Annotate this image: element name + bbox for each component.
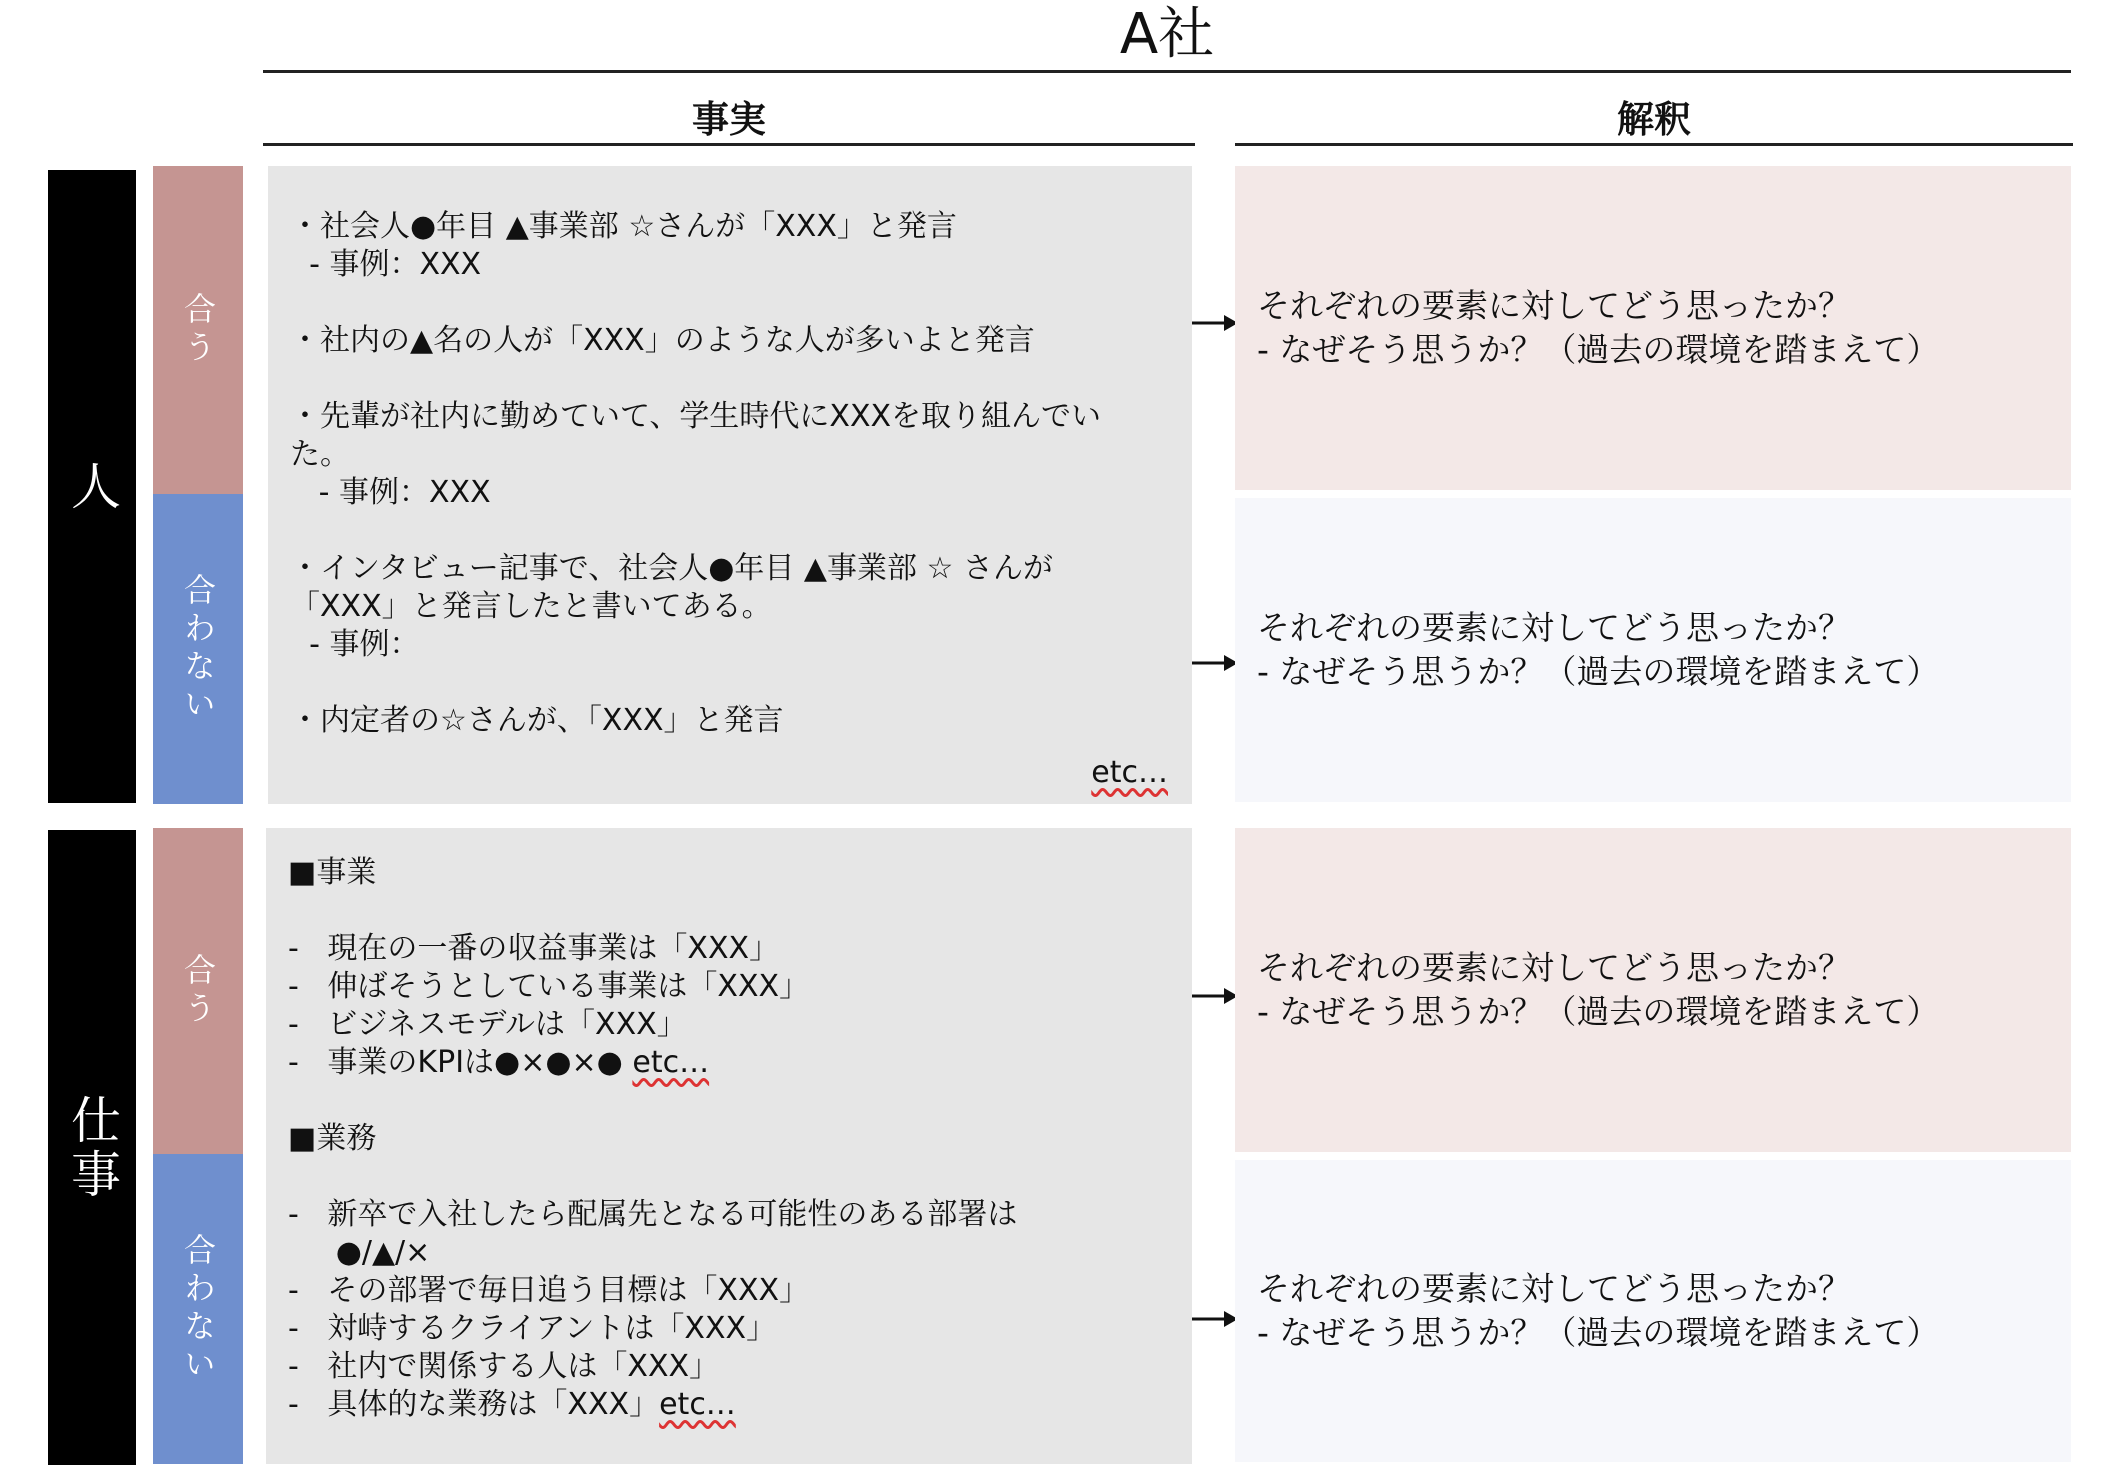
interp-question: それぞれの要素に対してどう思ったか？ bbox=[1257, 948, 1851, 987]
interp-question: それぞれの要素に対してどう思ったか？ bbox=[1257, 286, 1851, 325]
interp-why: - なぜそう思うか？（過去の環境を踏まえて） bbox=[1257, 992, 1940, 1031]
interpretation-header-rule bbox=[1235, 143, 2073, 146]
fact-line: - 事例：XXX bbox=[290, 247, 482, 282]
fact-line bbox=[290, 664, 1172, 702]
arrow-right-icon bbox=[1192, 312, 1238, 334]
work-fit-interpretation bbox=[1235, 828, 2071, 1152]
fact-line bbox=[288, 1082, 1172, 1120]
fact-line: - 具体的な業務は「XXX」etc… bbox=[288, 1387, 736, 1422]
person-misfit-label: 合わない bbox=[153, 494, 243, 804]
category-person-label: 人 bbox=[63, 459, 121, 514]
inline-etc: etc… bbox=[659, 1387, 736, 1422]
fact-line bbox=[290, 360, 1172, 398]
facts-column-header: 事実 bbox=[692, 98, 766, 141]
category-work bbox=[48, 830, 136, 1465]
fact-line bbox=[290, 284, 1172, 322]
arrow-right-icon bbox=[1192, 652, 1238, 674]
fact-line: た。 bbox=[290, 437, 350, 472]
facts-header-rule bbox=[263, 143, 1195, 146]
fact-line: ・内定者の☆さんが、「XXX」と発言 bbox=[290, 703, 784, 738]
page-title: A社 bbox=[1119, 2, 1215, 67]
fact-line: - 事業のKPIは●×●×● etc… bbox=[288, 1045, 710, 1080]
fact-line bbox=[288, 1158, 1172, 1196]
fact-line: ■業務 bbox=[288, 1121, 377, 1156]
fact-line bbox=[290, 512, 1172, 550]
arrow-right-icon bbox=[1192, 1308, 1238, 1330]
person-facts-etc: etc… bbox=[1091, 755, 1168, 790]
interp-why: - なぜそう思うか？（過去の環境を踏まえて） bbox=[1257, 1313, 1940, 1352]
person-misfit-interpretation bbox=[1235, 498, 2071, 802]
fact-line: ・インタビュー記事で、社会人●年目 ▲事業部 ☆ さんが bbox=[290, 551, 1053, 586]
work-misfit-interpretation bbox=[1235, 1160, 2071, 1462]
inline-etc: etc… bbox=[632, 1045, 710, 1080]
interp-why: - なぜそう思うか？（過去の環境を踏まえて） bbox=[1257, 330, 1940, 369]
fact-line: - 事例： bbox=[290, 627, 420, 662]
fact-line bbox=[288, 892, 1172, 930]
fact-line: ・社会人●年目 ▲事業部 ☆さんが「XXX」と発言 bbox=[290, 209, 957, 244]
work-misfit-label: 合わない bbox=[153, 1154, 243, 1464]
interp-why: - なぜそう思うか？（過去の環境を踏まえて） bbox=[1257, 652, 1940, 691]
fact-line: - 社内で関係する人は「XXX」 bbox=[288, 1349, 720, 1384]
fact-line: - 伸ばそうとしている事業は「XXX」 bbox=[288, 969, 810, 1004]
fact-line: ・社内の▲名の人が「XXX」のような人が多いよと発言 bbox=[290, 323, 1035, 358]
work-facts-box bbox=[266, 828, 1192, 1464]
fact-line: - 事例：XXX bbox=[290, 475, 491, 510]
fact-line: ・先輩が社内に勤めていて、学生時代にXXXを取り組んでい bbox=[290, 399, 1102, 434]
work-fit-label: 合う bbox=[153, 828, 243, 1154]
fact-line: ●/▲/× bbox=[288, 1235, 431, 1270]
person-facts-text bbox=[290, 208, 1172, 740]
fact-line: - 対峙するクライアントは「XXX」 bbox=[288, 1311, 777, 1346]
fact-line: - ビジネスモデルは「XXX」 bbox=[288, 1007, 687, 1042]
category-work-label: 仕事 bbox=[63, 1093, 121, 1202]
person-fit-label: 合う bbox=[153, 166, 243, 494]
person-facts-box bbox=[268, 166, 1192, 804]
arrow-right-icon bbox=[1192, 985, 1238, 1007]
interpretation-column-header: 解釈 bbox=[1617, 98, 1691, 141]
interp-question: それぞれの要素に対してどう思ったか？ bbox=[1257, 608, 1851, 647]
interp-question: それぞれの要素に対してどう思ったか？ bbox=[1257, 1269, 1851, 1308]
fact-line: - その部署で毎日追う目標は「XXX」 bbox=[288, 1273, 810, 1308]
fact-line: 「XXX」と発言したと書いてある。 bbox=[290, 589, 772, 624]
fact-line: - 新卒で入社したら配属先となる可能性のある部署は bbox=[288, 1197, 1018, 1232]
person-fit-interpretation bbox=[1235, 166, 2071, 490]
fact-line: ■事業 bbox=[288, 855, 377, 890]
category-person bbox=[48, 170, 136, 803]
fact-line: - 現在の一番の収益事業は「XXX」 bbox=[288, 931, 780, 966]
title-rule bbox=[263, 70, 2071, 73]
